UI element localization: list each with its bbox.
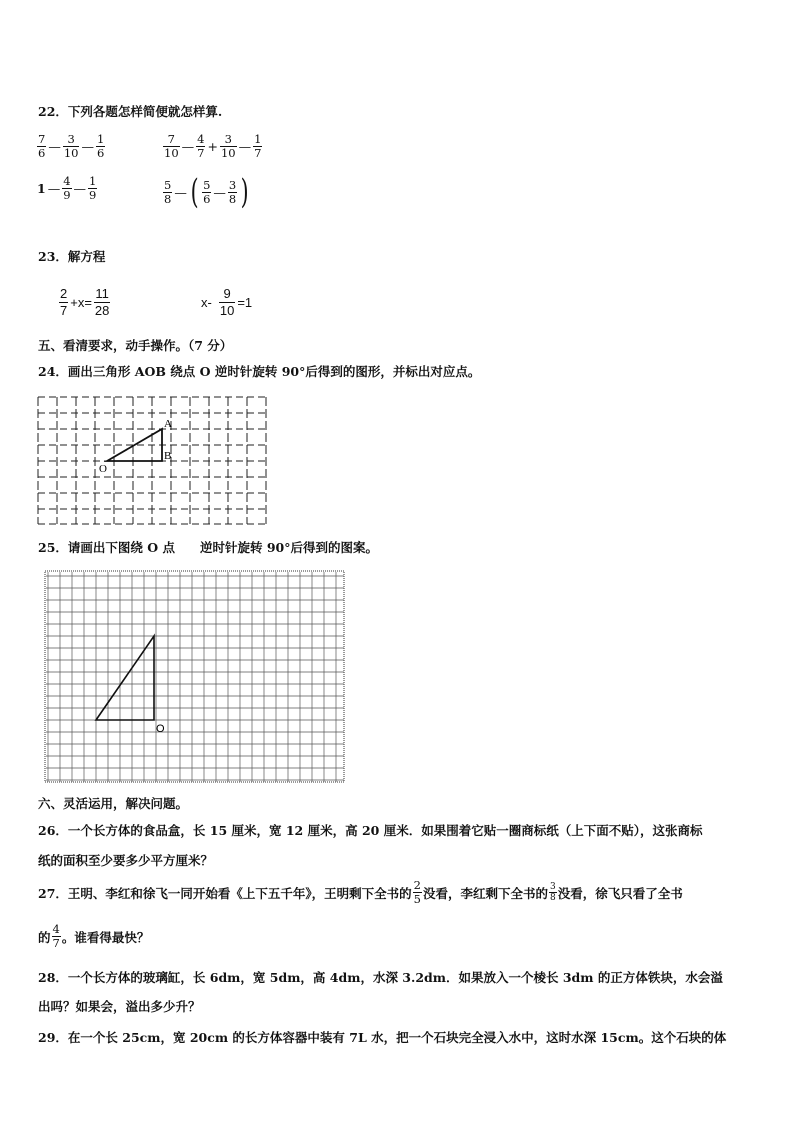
q22-title: 22．下列各题怎样简便就怎样算. — [38, 104, 223, 119]
q28-line-1: 28．一个长方体的玻璃缸，长 6dm，宽 5dm，高 4dm，水深 3.2dm．如果放入一个棱长 3dm 的正方体铁块，水会溢 — [38, 970, 723, 985]
q23-equation-1: $\frac{2}{7}$ +x= $\frac{11}{28}$ — [60, 286, 110, 318]
q27-line-1: 27．王明、李红和徐飞一同开始看《上下五千年》，王明剩下全书的 $\frac{2}{5}$ 没看，李红剩下全书的 $\frac{3}{8}$ 没看，徐飞只看了全书 — [38, 878, 683, 906]
q23-equation-2: x- $\frac{9}{10}$ =1 — [201, 286, 253, 318]
section-6-heading: 六、灵活运用，解决问题。 — [38, 796, 189, 811]
q24-title: 24．画出三角形 AOB 绕点 O 逆时针旋转 90°后得到的图形，并标出对应点。 — [38, 364, 481, 379]
label-b: B — [164, 450, 172, 462]
fraction: $\frac{7}{10}$ — [164, 132, 179, 160]
label-o: O — [99, 463, 107, 475]
q26-line-2: 纸的面积至少要多少平方厘米？ — [38, 853, 214, 868]
label-a: A — [164, 418, 172, 430]
fraction: $\frac{3}{10}$ — [63, 132, 79, 160]
q29-line-1: 29．在一个长 25cm，宽 20cm 的长方体容器中装有 7L 水，把一个石块完全浸入水中，这时水深 15cm。这个石块的体 — [38, 1030, 727, 1045]
q22-expression-4: $\frac{5}{8}$ — ( $\frac{5}{6}$ — $\frac{3}{8}$ ) — [164, 172, 249, 212]
fraction: $\frac{5}{8}$ — [164, 177, 172, 206]
fraction: $\frac{11}{28}$ — [94, 286, 110, 318]
fraction: $\frac{4}{7}$ — [197, 132, 205, 160]
fraction: $\frac{7}{6}$ — [38, 132, 46, 160]
fraction: $\frac{5}{6}$ — [203, 177, 211, 206]
q25-title: 25．请画出下图绕 O 点 逆时针旋转 90°后得到的图案。 — [38, 540, 378, 555]
q24-grid-figure — [37, 396, 269, 526]
right-paren: ) — [240, 172, 249, 212]
q22-expression-1: $\frac{7}{6}$ — $\frac{3}{10}$ — $\frac{1}{6}$ — [38, 132, 105, 160]
fraction: $\frac{2}{5}$ — [413, 878, 421, 906]
fraction: $\frac{9}{10}$ — [219, 286, 235, 318]
q27-line-2: 的 $\frac{4}{7}$ 。谁看得最快？ — [38, 922, 150, 950]
q26-line-1: 26．一个长方体的食品盒，长 15 厘米，宽 12 厘米，高 20 厘米．如果围着它贴一圈商标纸（上下面不贴），这张商标 — [38, 823, 703, 838]
fraction: $\frac{4}{7}$ — [52, 922, 60, 950]
fraction: $\frac{3}{10}$ — [220, 132, 236, 160]
fraction: $\frac{2}{7}$ — [60, 286, 68, 318]
square-grid — [46, 572, 344, 782]
q23-title: 23．解方程 — [38, 249, 106, 264]
fraction: $\frac{3}{8}$ — [228, 177, 237, 206]
section-5-heading: 五、看清要求，动手操作。（7 分） — [38, 338, 233, 353]
fraction: $\frac{1}{9}$ — [89, 174, 97, 202]
q22-expression-2: $\frac{7}{10}$ — $\frac{4}{7}$ + $\frac{3}{10}$ — $\frac{1}{7}$ — [164, 132, 262, 160]
q28-line-2: 出吗？如果会，溢出多少升？ — [38, 999, 201, 1014]
fraction: $\frac{1}{7}$ — [254, 132, 262, 160]
left-paren: ( — [190, 172, 199, 212]
triangle-shape — [96, 636, 154, 720]
fraction: $\frac{3}{8}$ — [550, 882, 556, 903]
q22-expression-3: 1 — $\frac{4}{9}$ — $\frac{1}{9}$ — [37, 174, 97, 202]
label-o: O — [156, 723, 165, 735]
q25-grid-figure — [44, 570, 346, 784]
fraction: $\frac{4}{9}$ — [63, 174, 71, 202]
fraction: $\frac{1}{6}$ — [96, 132, 105, 160]
